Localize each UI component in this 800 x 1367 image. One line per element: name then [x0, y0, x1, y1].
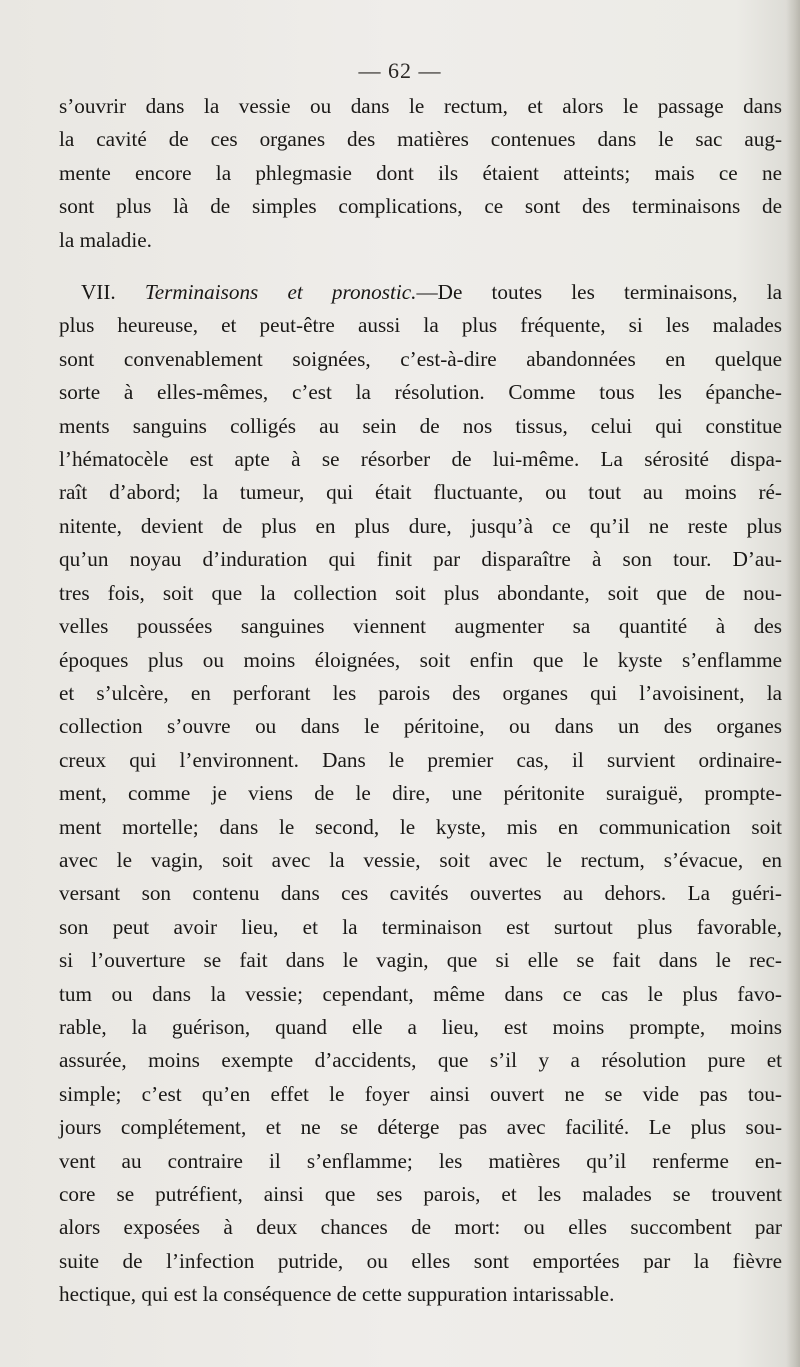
text-line: la maladie. — [59, 227, 152, 252]
text-line: avec le vagin, soit avec la vessie, soit avec le rectum, s’évacue, en — [59, 847, 782, 872]
page-edge-shadow — [786, 0, 800, 1367]
text-line: qu’un noyau d’induration qui finit par disparaître à son tour. D’au- — [59, 547, 782, 572]
text-line: suite de l’infection putride, ou elles sont emportées par la fièvre — [59, 1248, 782, 1273]
text-line: ments sanguins colligés au sein de nos tissus, celui qui constitue — [59, 413, 782, 438]
text-line: collection s’ouvre ou dans le péritoine, ou dans un des organes — [59, 714, 782, 739]
text-line: et s’ulcère, en perforant les parois des organes qui l’avoisinent, la — [59, 680, 782, 705]
body-text — [59, 90, 782, 1312]
text-line: plus heureuse, et peut-être aussi la plus fréquente, si les malades — [59, 313, 782, 338]
text-line: sont plus là de simples complications, ce sont des terminaisons de — [59, 194, 782, 219]
text-line: hectique, qui est la conséquence de cette suppuration intarissable. — [59, 1282, 615, 1307]
text-line: versant son contenu dans ces cavités ouvertes au dehors. La guéri- — [59, 881, 782, 906]
section-title: Terminaisons et pronostic. — [144, 280, 417, 305]
text-line: son peut avoir lieu, et la terminaison est surtout plus favorable, — [59, 914, 782, 939]
text-line: époques plus ou moins éloignées, soit enfin que le kyste s’enflamme — [59, 647, 782, 672]
text-line: si l’ouverture se fait dans le vagin, que si elle se fait dans le rec- — [59, 948, 782, 973]
text-line: raît d’abord; la tumeur, qui était fluctuante, ou tout au moins ré- — [59, 480, 782, 505]
paragraph-1 — [59, 90, 782, 257]
paragraph-2 — [59, 276, 782, 1312]
text-line: la cavité de ces organes des matières contenues dans le sac aug- — [59, 127, 782, 152]
text-line: simple; c’est qu’en effet le foyer ainsi ouvert ne se vide pas tou- — [59, 1081, 782, 1106]
text-line: mente encore la phlegmasie dont ils étaient atteints; mais ce ne — [59, 160, 782, 185]
text-line: core se putréfient, ainsi que ses parois, et les malades se trouvent — [59, 1182, 782, 1206]
text-line: vent au contraire il s’enflamme; les matières qu’il renferme en- — [59, 1148, 782, 1173]
section-heading-line — [59, 276, 782, 309]
text-line: sont convenablement soignées, c’est-à-dire abandonnées en quelque — [59, 346, 782, 371]
text-line: nitente, devient de plus en plus dure, jusqu’à ce qu’il ne reste plus — [59, 513, 782, 538]
text-line: creux qui l’environnent. Dans le premier cas, il survient ordinaire- — [59, 747, 782, 772]
text-line: alors exposées à deux chances de mort: ou elles succombent par — [59, 1215, 782, 1240]
text-line: tum ou dans la vessie; cependant, même dans ce cas le plus favo- — [59, 981, 782, 1006]
text-line: velles poussées sanguines viennent augmenter sa quantité à des — [59, 614, 782, 639]
text-line: tres fois, soit que la collection soit plus abondante, soit que de nou- — [59, 580, 782, 605]
text-line: ment mortelle; dans le second, le kyste, mis en communication soit — [59, 814, 782, 839]
text-line: assurée, moins exempte d’accidents, que s’il y a résolution pure et — [59, 1048, 782, 1073]
text-line: s’ouvrir dans la vessie ou dans le rectum, et alors le passage dans — [59, 94, 782, 118]
section-heading-text: —De toutes les terminaisons, la — [416, 280, 782, 305]
text-line: l’hématocèle est apte à se résorber de lui-même. La sérosité dispa- — [59, 447, 782, 472]
text-line: ment, comme je viens de le dire, une péritonite suraiguë, prompte- — [59, 781, 782, 806]
text-line: jours complétement, et ne se déterge pas avec facilité. Le plus sou- — [59, 1115, 782, 1140]
text-line: sorte à elles-mêmes, c’est la résolution. Comme tous les épanche- — [59, 380, 782, 405]
page-number: — 62 — — [358, 58, 442, 83]
text-line: rable, la guérison, quand elle a lieu, est moins prompte, moins — [59, 1014, 782, 1039]
section-number: VII. — [81, 280, 116, 305]
